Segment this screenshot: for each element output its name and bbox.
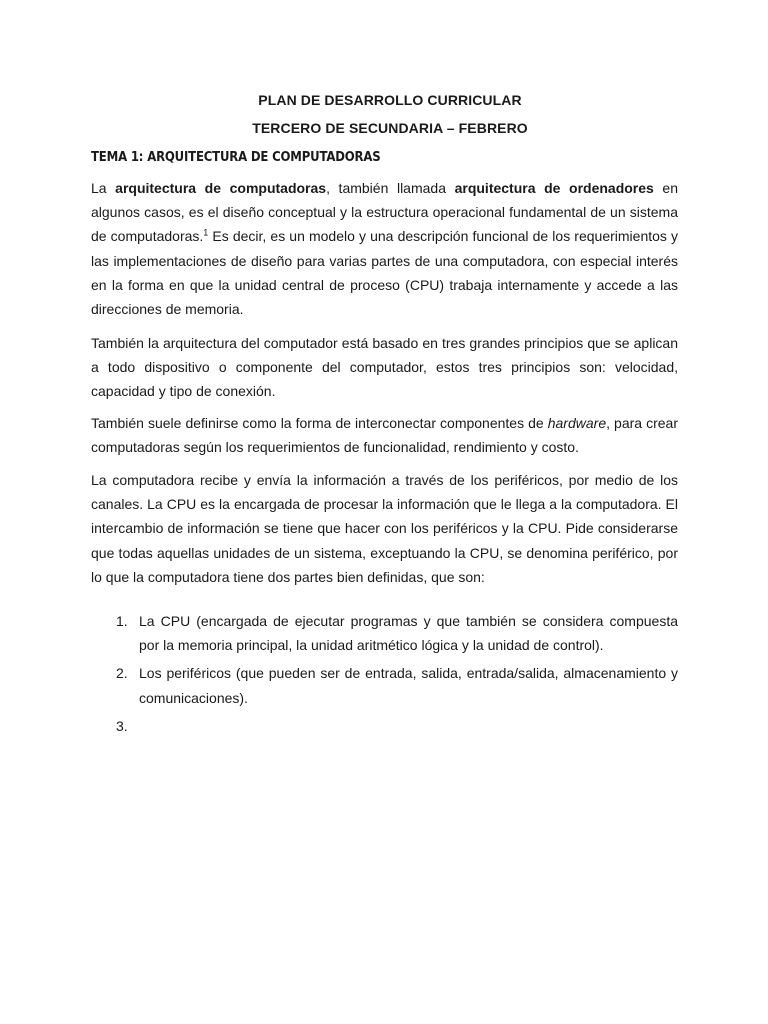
bold-term: arquitectura de computadoras (115, 180, 327, 196)
document-title: PLAN DE DESARROLLO CURRICULAR (258, 92, 522, 108)
paragraph-interconnect (91, 411, 678, 459)
list-item (91, 661, 678, 709)
bold-term: arquitectura de ordenadores (454, 180, 654, 196)
paragraph-text: También suele definirse como la forma de interconectar componentes de (91, 415, 548, 431)
list-item (91, 609, 678, 657)
italic-term: hardware (547, 415, 607, 431)
footnote-reference[interactable]: 1 (203, 227, 209, 238)
list-number: 2. (116, 665, 128, 682)
paragraph-text: en algunos casos, es el diseño conceptual y la estructura operacional fundamental de un sistema de computadoras. (91, 180, 678, 245)
list-number: 3. (116, 717, 128, 734)
paragraph-text: , para crear computadoras según los requerimientos de funcionalidad, rendimiento y costo. (91, 415, 678, 456)
paragraph-text: , también llamada (326, 180, 455, 196)
list-number: 1. (116, 613, 128, 629)
paragraph-text: La (91, 180, 116, 196)
list-item-text: La CPU (encargada de ejecutar programas y que también se considera compuesta por la memoria principal, la unidad aritmético lógica y la unidad de control). (139, 613, 678, 654)
numbered-list (91, 609, 678, 734)
paragraph-peripherals: La computadora recibe y envía la información a través de los periféricos, por medio de los canales. La CPU es la encargada de procesar la información que le llega a la computadora. El intercambio de información se tiene que hacer con los periféricos y la CPU. Pide considerarse que todas aquellas unidades de un sistema, exceptuando la CPU, se denomina periférico, por lo que la computadora tiene dos partes bien definidas, que son: (91, 472, 678, 585)
section-heading: TEMA 1: ARQUITECTURA DE COMPUTADORAS (91, 150, 381, 165)
paragraph-text: Es decir, es un modelo y una descripción funcional de los requerimientos y las implementaciones de diseño para varias partes de una computadora, con especial interés en la forma en que la unidad central de proceso (CPU) trabaja internamente y accede a las direcciones de memoria. (91, 228, 679, 318)
document-subtitle: TERCERO DE SECUNDARIA – FEBRERO (252, 120, 528, 136)
paragraph-definition (91, 176, 678, 321)
list-item-text: Los periféricos (que pueden ser de entrada, salida, entrada/salida, almacenamiento y comunicaciones). (139, 665, 678, 706)
paragraph-principles: También la arquitectura del computador está basado en tres grandes principios que se aplican a todo dispositivo o componente del computador, estos tres principios son: velocidad, capacidad y tipo de conexión. (91, 335, 678, 400)
